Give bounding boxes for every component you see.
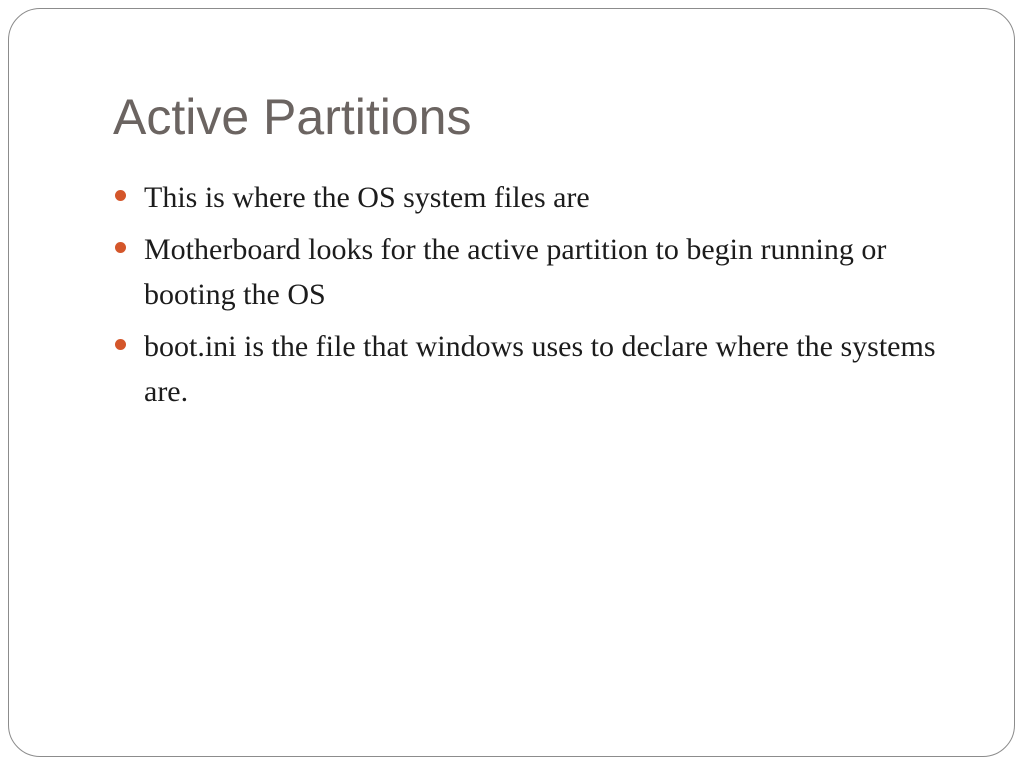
bullet-text: boot.ini is the file that windows uses to declare where the systems are. bbox=[144, 330, 936, 408]
bullet-item bbox=[113, 227, 953, 317]
bullet-item bbox=[113, 175, 953, 220]
bullet-dot-icon bbox=[115, 339, 126, 350]
bullet-text: Motherboard looks for the active partition to begin running or booting the OS bbox=[144, 233, 887, 311]
slide-title: Active Partitions bbox=[113, 89, 472, 145]
bullet-item bbox=[113, 324, 953, 414]
bullet-list bbox=[113, 175, 953, 421]
bullet-text: This is where the OS system files are bbox=[144, 181, 590, 214]
bullet-dot-icon bbox=[115, 190, 126, 201]
bullet-dot-icon bbox=[115, 242, 126, 253]
slide-frame bbox=[8, 8, 1015, 757]
